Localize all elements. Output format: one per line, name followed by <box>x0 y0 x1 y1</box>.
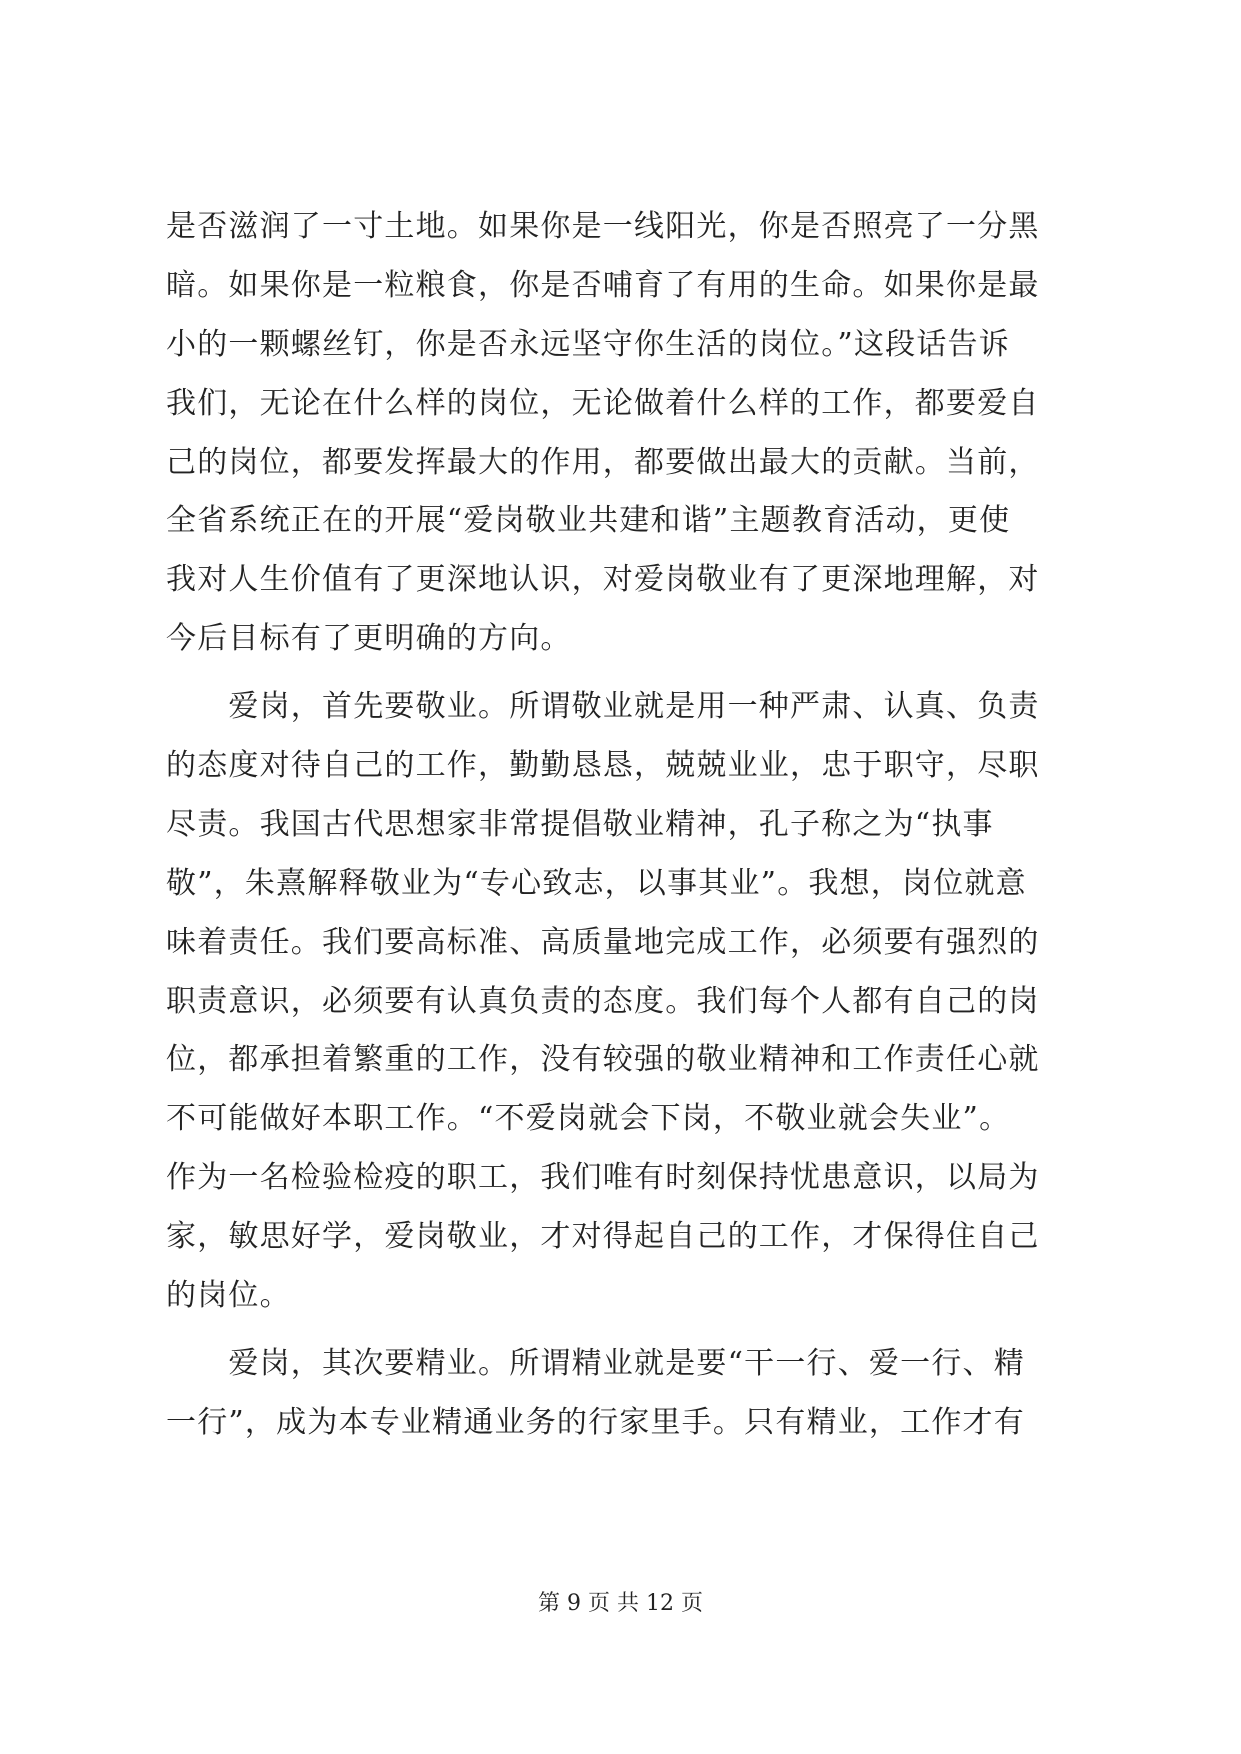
page-number-footer: 第 9 页 共 12 页 <box>538 1591 703 1616</box>
paragraph-start-line: 爱岗，首先要敬业。所谓敬业就是用一种严肃、认真、负责 <box>166 689 1040 725</box>
text-line: 全省系统正在的开展“爱岗敬业共建和谐”主题教育活动，更使 <box>166 503 1011 539</box>
text-line: 的岗位。 <box>166 1278 291 1314</box>
text-line: 家，敏思好学，爱岗敬业，才对得起自己的工作，才保得住自己 <box>166 1219 1040 1255</box>
text-line: 己的岗位，都要发挥最大的作用，都要做出最大的贡献。当前， <box>166 444 1040 480</box>
text-line: 一行”，成为本专业精通业务的行家里手。只有精业，工作才有 <box>166 1404 1025 1440</box>
text-line: 职责意识，必须要有认真负责的态度。我们每个人都有自己的岗 <box>166 983 1040 1019</box>
text-line: 作为一名检验检疫的职工，我们唯有时刻保持忧患意识，以局为 <box>166 1160 1040 1196</box>
text-line: 位，都承担着繁重的工作，没有较强的敬业精神和工作责任心就 <box>166 1042 1040 1078</box>
text-line: 敬”，朱熹解释敬业为“专心致志，以事其业”。我想，岗位就意 <box>166 865 1027 901</box>
text-line: 的态度对待自己的工作，勤勤恳恳，兢兢业业，忠于职守，尽职 <box>166 748 1040 784</box>
text-line: 我们，无论在什么样的岗位，无论做着什么样的工作，都要爱自 <box>166 385 1040 421</box>
text-line: 我对人生价值有了更深地认识，对爱岗敬业有了更深地理解，对 <box>166 562 1040 598</box>
text-line: 今后目标有了更明确的方向。 <box>166 621 572 657</box>
document-body <box>166 198 1078 1453</box>
text-line: 不可能做好本职工作。“不爱岗就会下岗，不敬业就会失业”。 <box>166 1101 1011 1137</box>
text-line: 小的一颗螺丝钉，你是否永远坚守你生活的岗位。”这段话告诉 <box>166 326 1010 362</box>
text-line: 是否滋润了一寸土地。如果你是一线阳光，你是否照亮了一分黑 <box>166 209 1040 244</box>
paragraph-start-line: 爱岗，其次要精业。所谓精业就是要“干一行、爱一行、精 <box>166 1345 1025 1381</box>
text-line: 暗。如果你是一粒粮食，你是否哺育了有用的生命。如果你是最 <box>166 267 1040 303</box>
text-line: 味着责任。我们要高标准、高质量地完成工作，必须要有强烈的 <box>166 924 1040 960</box>
text-line: 尽责。我国古代思想家非常提倡敬业精神，孔子称之为“执事 <box>166 806 994 842</box>
